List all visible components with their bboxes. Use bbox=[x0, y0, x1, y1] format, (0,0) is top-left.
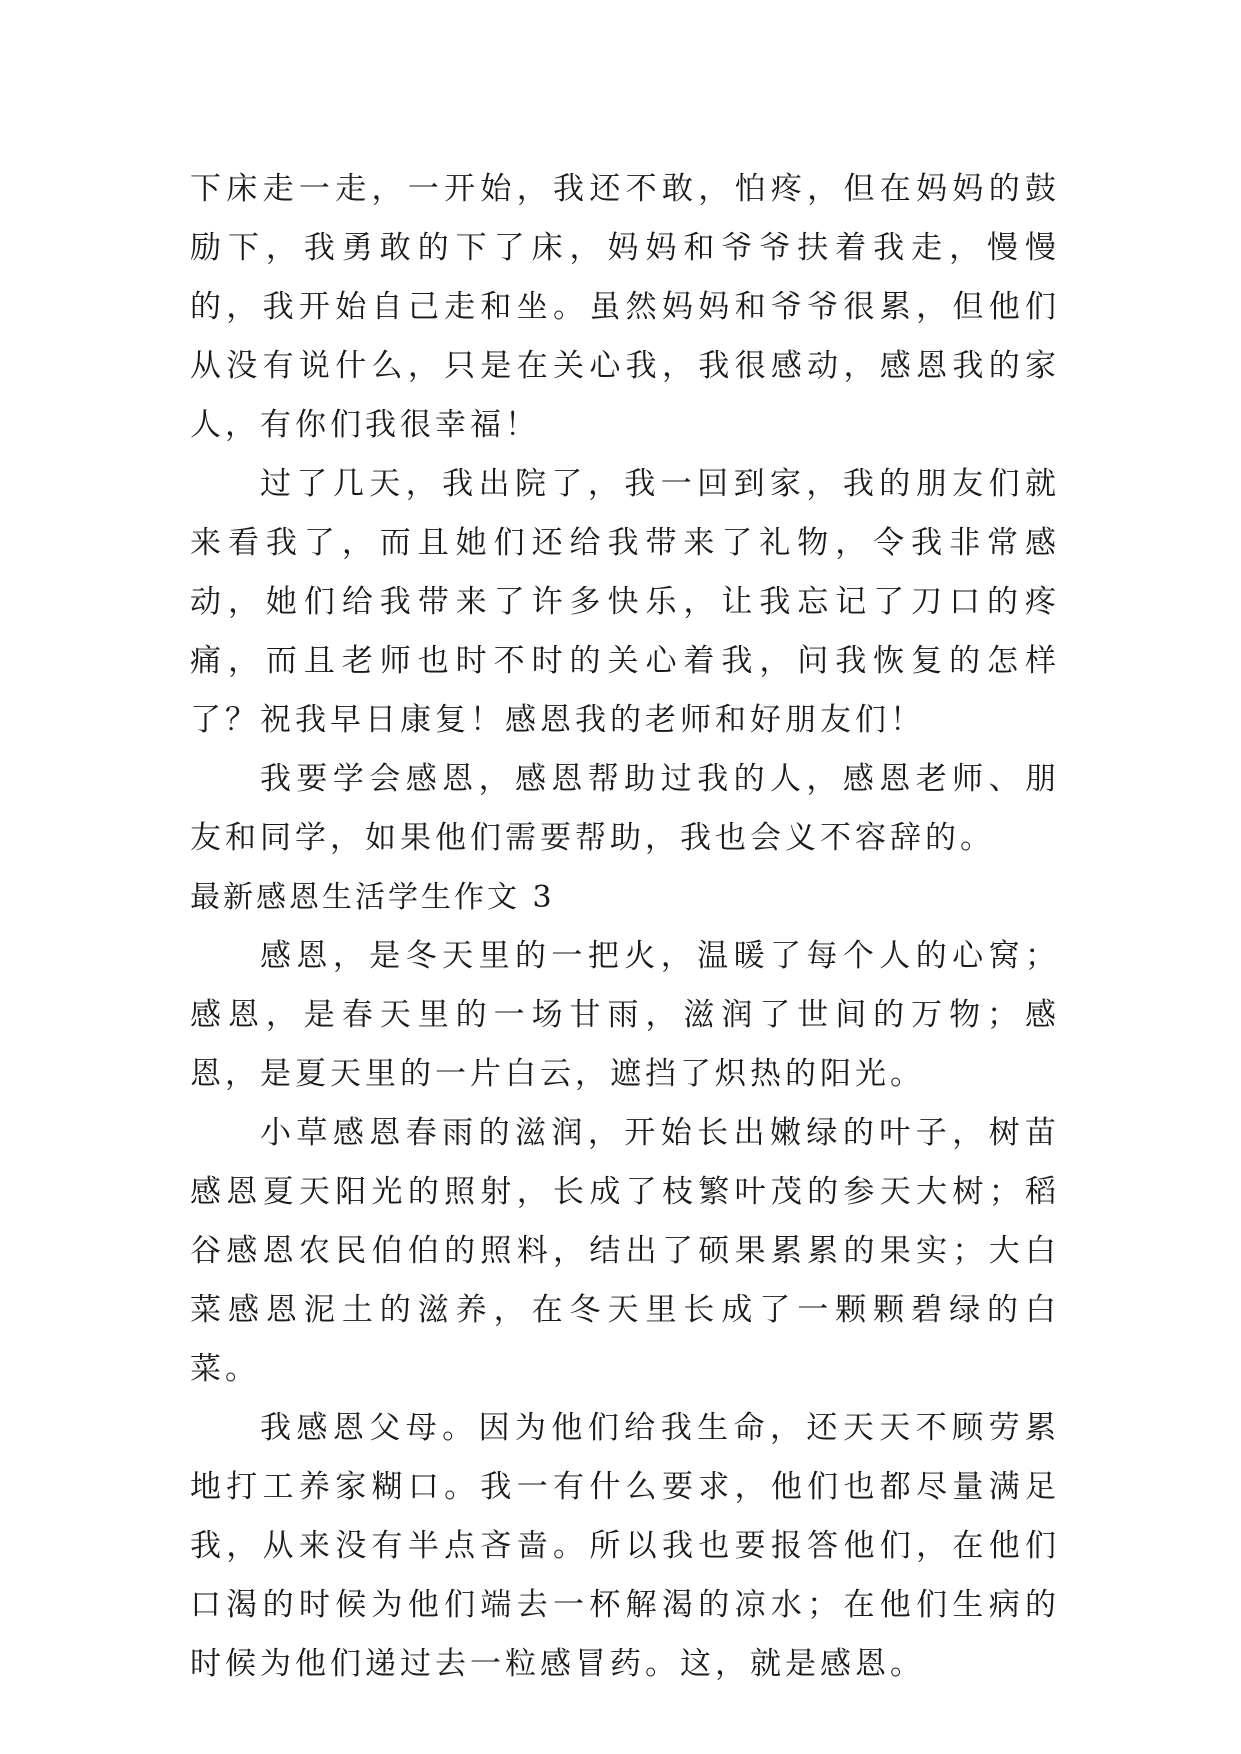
paragraph: 我感恩父母。因为他们给我生命，还天天不顾劳累地打工养家糊口。我一有什么要求，他们也都尽量满足我，从来没有半点吝啬。所以我也要报答他们，在他们口渴的时候为他们端去一杯解渴的凉水；在他们生病的时候为他们递过去一粒感冒药。这，就是感恩。 bbox=[190, 1410, 1060, 1682]
paragraph: 过了几天，我出院了，我一回到家，我的朋友们就来看我了，而且她们还给我带来了礼物，令我非常感动，她们给我带来了许多快乐，让我忘记了刀口的疼痛，而且老师也时不时的关心着我，问我恢复的怎样了？祝我早日康复！感恩我的老师和好朋友们！ bbox=[190, 466, 1060, 738]
document-body bbox=[190, 160, 1060, 1694]
paragraph: 我要学会感恩，感恩帮助过我的人，感恩老师、朋友和同学，如果他们需要帮助，我也会义不容辞的。 bbox=[190, 761, 1060, 856]
section-title: 最新感恩生活学生作文 3 bbox=[190, 880, 555, 915]
paragraph: 下床走一走，一开始，我还不敢，怕疼，但在妈妈的鼓励下，我勇敢的下了床，妈妈和爷爷扶着我走，慢慢的，我开始自己走和坐。虽然妈妈和爷爷很累，但他们从没有说什么，只是在关心我，我很感动，感恩我的家人，有你们我很幸福！ bbox=[190, 171, 1060, 443]
paragraph: 小草感恩春雨的滋润，开始长出嫩绿的叶子，树苗感恩夏天阳光的照射，长成了枝繁叶茂的参天大树；稻谷感恩农民伯伯的照料，结出了硕果累累的果实；大白菜感恩泥土的滋养，在冬天里长成了一颗颗碧绿的白菜。 bbox=[190, 1115, 1060, 1387]
paragraph: 感恩，是冬天里的一把火，温暖了每个人的心窝；感恩，是春天里的一场甘雨，滋润了世间的万物；感恩，是夏天里的一片白云，遮挡了炽热的阳光。 bbox=[190, 938, 1060, 1092]
